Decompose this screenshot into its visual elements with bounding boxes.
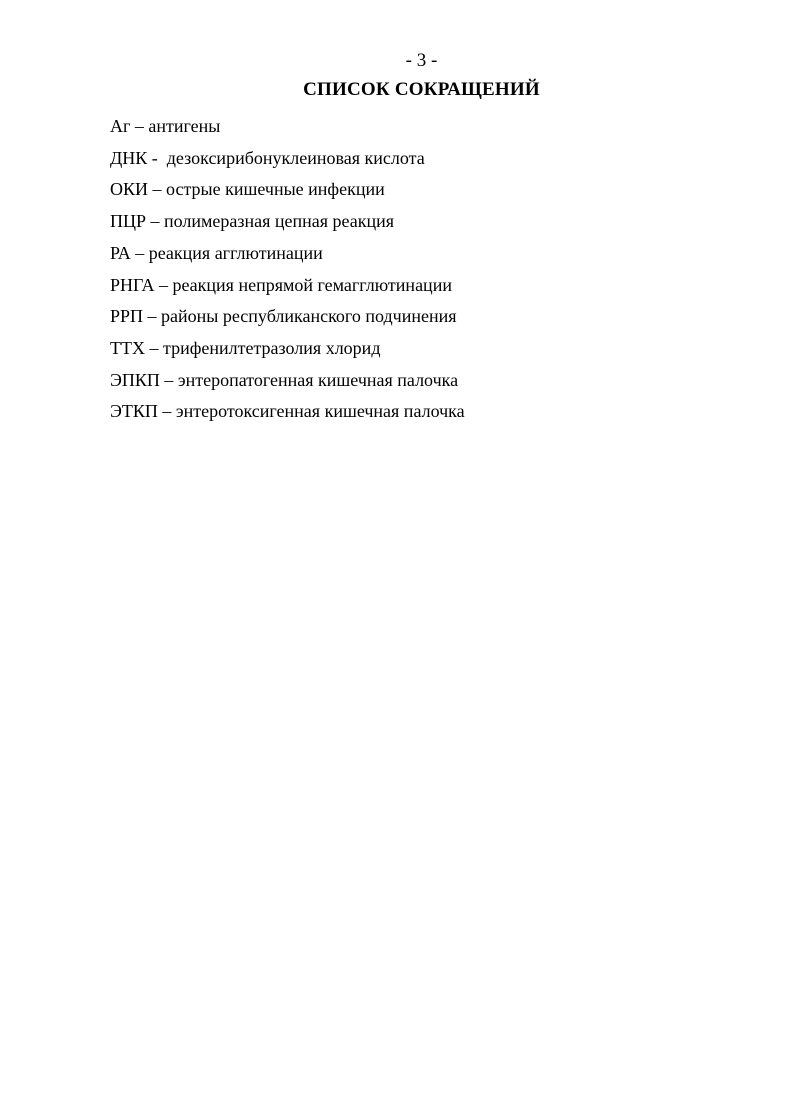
- abbreviation-list: [110, 111, 465, 428]
- page-number: - 3 -: [405, 50, 438, 71]
- list-item: ТТХ – трифенилтетразолия хлорид: [110, 337, 381, 358]
- page-title: СПИСОК СОКРАЩЕНИЙ: [303, 79, 540, 100]
- list-item: ЭПКП – энтеропатогенная кишечная палочка: [110, 369, 459, 390]
- list-item: РНГА – реакция непрямой гемагглютинации: [110, 274, 452, 295]
- list-item: ДНК - дезоксирибонуклеиновая кислота: [110, 147, 425, 168]
- list-item: РА – реакция агглютинации: [110, 242, 323, 263]
- list-item: РРП – районы республиканского подчинения: [110, 306, 457, 327]
- list-item: ОКИ – острые кишечные инфекции: [110, 179, 385, 200]
- list-item: Аг – антигены: [110, 116, 221, 136]
- list-item: ПЦР – полимеразная цепная реакция: [110, 211, 395, 232]
- list-item: ЭТКП – энтеротоксигенная кишечная палочка: [110, 401, 465, 422]
